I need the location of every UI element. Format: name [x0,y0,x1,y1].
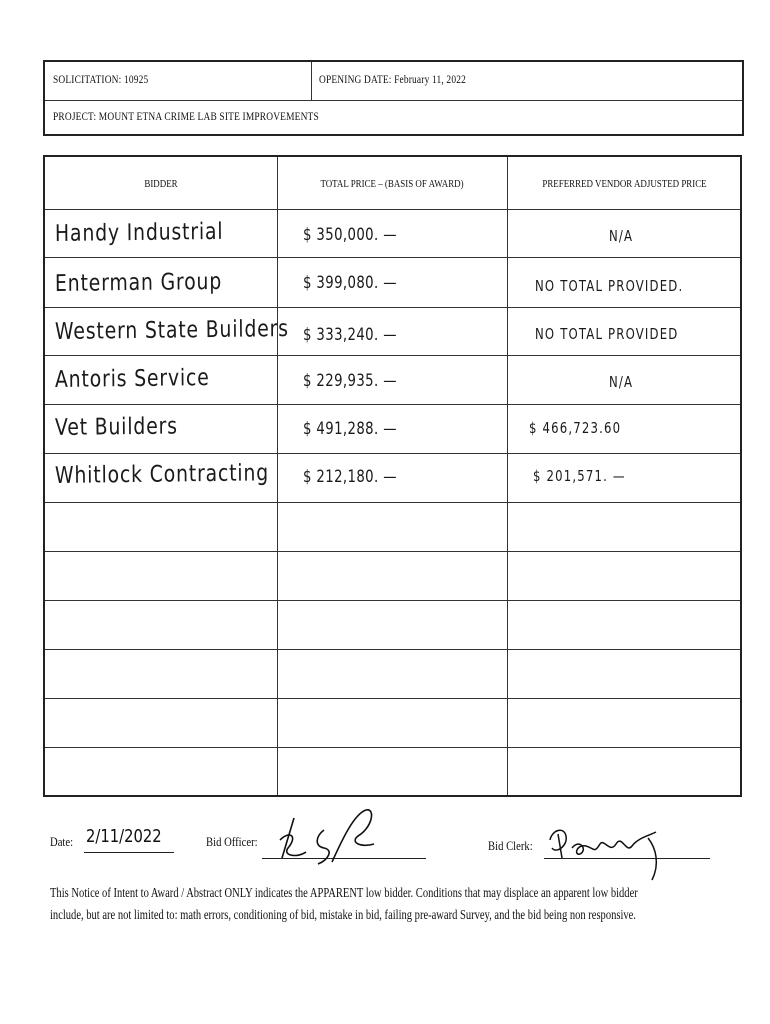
total-price: $ 491,288. — [303,419,397,439]
column-divider [277,157,278,795]
bid-officer-signature [262,800,422,870]
bidder-name: Enterman Group [54,268,223,297]
total-price: $ 333,240. — [303,325,397,345]
row-divider [45,551,740,552]
adjusted-price: NO TOTAL PROVIDED [535,325,679,343]
column-divider [507,157,508,795]
row-divider [45,453,740,454]
bidder-name: Western State Builders [54,316,289,345]
date-line [84,852,174,853]
bidder-name: Antoris Service [54,365,210,393]
date-label: Date: [50,834,74,849]
total-price: $ 229,935. — [303,371,397,391]
opening-date: OPENING DATE: February 11, 2022 [319,74,466,86]
row-divider [45,649,740,650]
row-divider [45,502,740,503]
total-price: $ 212,180. — [303,467,397,487]
bid-clerk-label: Bid Clerk: [488,838,533,853]
row-divider [45,209,740,210]
notice-line: This Notice of Intent to Award / Abstract ONLY indicates the APPARENT low bidder. Conditions that may displace an apparent low bidder [50,885,638,900]
row-divider [45,404,740,405]
notice-line: include, but are not limited to: math errors, conditioning of bid, mistake in bid, failing pre-award Survey, and the bid being non responsive. [50,907,636,922]
header-box [43,60,744,136]
column-header-bidder: BIDDER [144,179,178,190]
adjusted-price: $ 201,571. — [533,467,626,485]
adjusted-price: $ 466,723.60 [529,419,622,437]
solicitation-number: SOLICITATION: 10925 [53,74,149,86]
bid-clerk-signature [544,814,684,884]
notice-text [50,882,638,926]
adjusted-price: NO TOTAL PROVIDED. [535,277,684,295]
row-divider [45,355,740,356]
row-divider [45,600,740,601]
date-value: 2/11/2022 [86,826,162,847]
bidder-name: Whitlock Contracting [54,460,270,489]
project-title: PROJECT: MOUNT ETNA CRIME LAB SITE IMPROVEMENTS [53,111,319,123]
row-divider [45,257,740,258]
row-divider [45,698,740,699]
row-divider [45,747,740,748]
adjusted-price: N/A [609,227,634,245]
bidder-name: Handy Industrial [54,218,224,247]
bidder-name: Vet Builders [54,413,178,441]
column-header-adjusted-price: PREFERRED VENDOR ADJUSTED PRICE [542,179,707,190]
adjusted-price: N/A [609,373,634,391]
bid-table [43,155,742,797]
total-price: $ 350,000. — [303,225,397,245]
bid-officer-label: Bid Officer: [206,834,258,849]
header-divider [311,62,312,100]
row-divider [45,307,740,308]
total-price: $ 399,080. — [303,273,397,293]
column-header-total-price: TOTAL PRICE – (BASIS OF AWARD) [320,179,464,190]
